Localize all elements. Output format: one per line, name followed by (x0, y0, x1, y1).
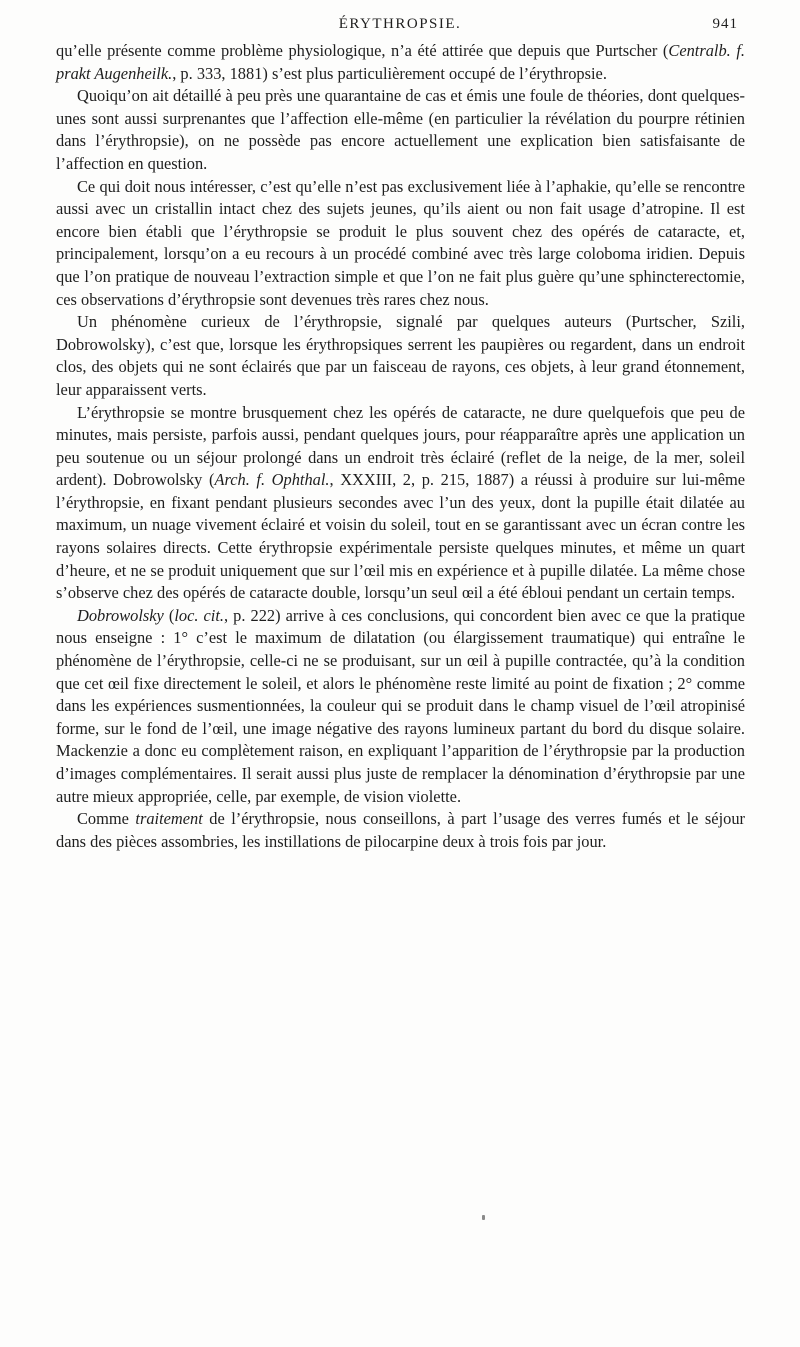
paragraph-text: Comme (77, 809, 136, 829)
italic-text: loc. cit. (174, 605, 225, 625)
paragraph (56, 176, 745, 312)
paragraph (56, 402, 745, 605)
paragraph-text: , XXXIII, 2, p. 215, 1887) a réussi à produire sur lui-même l’érythropsie, en fixant pendant plusieurs secondes avec l’un des yeux, dont la pupille était dilatée au maximum, un nuage vivement éclairé et voisin du soleil, tout en se garantissant avec un écran contre les rayons solaires directs. Cette érythropsie expérimentale persiste quelques minutes, et même un quart d’heure, et ne se produit uniquement que sur l’œil mis en expérience et à pupille dilatée. La même chose s’observe chez des opérés de cataracte double, lorsqu’un seul œil a été ébloui pendant un certain temps. (56, 470, 745, 603)
italic-text: traitement (135, 809, 203, 829)
running-head (0, 16, 800, 38)
body-text (56, 40, 745, 853)
italic-text: Dobrowolsky (77, 605, 164, 625)
paragraph-text: Un phénomène curieux de l’érythropsie, signalé par quelques auteurs (Purtscher, Szili, Dobrowolsky), c’est que, lorsque les érythropsiques serrent les paupières ou regardent, dans un endroit clos, des objets qui ne sont éclairés que par un faisceau de rayons, ces objets, à leur grand étonnement, leur apparaissent verts. (56, 312, 745, 399)
running-title: ÉRYTHROPSIE. (338, 16, 462, 32)
page-number: 941 (712, 16, 738, 32)
paragraph (56, 311, 745, 401)
paragraph (56, 40, 745, 85)
italic-text: Centralb. f. prakt Augenheilk. (56, 41, 745, 83)
paragraph-text: L’érythropsie se montre brusquement chez les opérés de cataracte, ne dure quelquefois que peu de minutes, mais persiste, parfois aussi, pendant quelques jours, pour réapparaître après une application un peu soutenue ou un séjour prolongé dans un endroit très éclairé (reflet de la neige, de la mer, soleil ardent). Dobrowolsky ( (56, 402, 745, 490)
paragraph-text: de l’érythropsie, nous conseillons, à part l’usage des verres fumés et le séjour dans des pièces assombries, les instillations de pilocarpine deux à trois fois par jour. (56, 809, 745, 851)
paragraph-text: qu’elle présente comme problème physiologique, n’a été attirée que depuis que Purtscher ( (56, 41, 669, 60)
paragraph-text: , p. 333, 1881) s’est plus particulièrement occupé de l’érythropsie. (172, 63, 607, 83)
print-speck (482, 1215, 485, 1220)
paragraph-text: ( (163, 605, 175, 625)
italic-text: Arch. f. Ophthal. (214, 470, 330, 490)
paragraph (56, 85, 745, 175)
paragraph-text: Quoiqu’on ait détaillé à peu près une quarantaine de cas et émis une foule de théories, dont quelques-unes sont aussi surprenantes que l’affection elle-même (en particulier la révélation du pourpre rétinien dans l’érythropsie), on ne possède pas encore actuellement une explication bien satisfaisante de l’affection en question. (56, 86, 745, 173)
paragraph-text: , p. 222) arrive à ces conclusions, qui concordent bien avec ce que la pratique nous enseigne : 1° c’est le maximum de dilatation (ou élargissement traumatique) qui entraîne le phénomène de l’érythropsie, celle-ci ne se produisant, sur un œil à pupille contractée, qu’à la condition que cet œil fixe directement le soleil, et alors le phénomène reste limité au point de fixation ; 2° comme dans les expériences susmentionnées, la couleur qui se produit dans le champ visuel de l’œil atropinisé forme, sur le fond de l’œil, une image négative des rayons lumineux partant du bord du disque solaire. Mackenzie a donc eu complètement raison, en expliquant l’apparition de l’érythropsie par la production d’images complémentaires. Il serait aussi plus juste de remplacer la dénomination d’érythropsie par une autre mieux appropriée, celle, par exemple, de vision violette. (56, 605, 745, 806)
paragraph-text: Ce qui doit nous intéresser, c’est qu’elle n’est pas exclusivement liée à l’aphakie, qu’elle se rencontre aussi avec un cristallin intact chez des sujets jeunes, qu’ils aient ou non fait usage d’atropine. Il est encore bien établi que l’érythropsie se produit le plus souvent chez des opérés de cataracte, et, principalement, lorsqu’on a eu recours à un procédé combiné avec très large coloboma iridien. Depuis que l’on pratique de nouveau l’extraction simple et que l’on ne fait plus guère qu’une sphincterectomie, ces observations d’érythropsie sont devenues très rares chez nous. (56, 176, 745, 309)
paragraph (56, 808, 745, 853)
paragraph (56, 605, 745, 808)
